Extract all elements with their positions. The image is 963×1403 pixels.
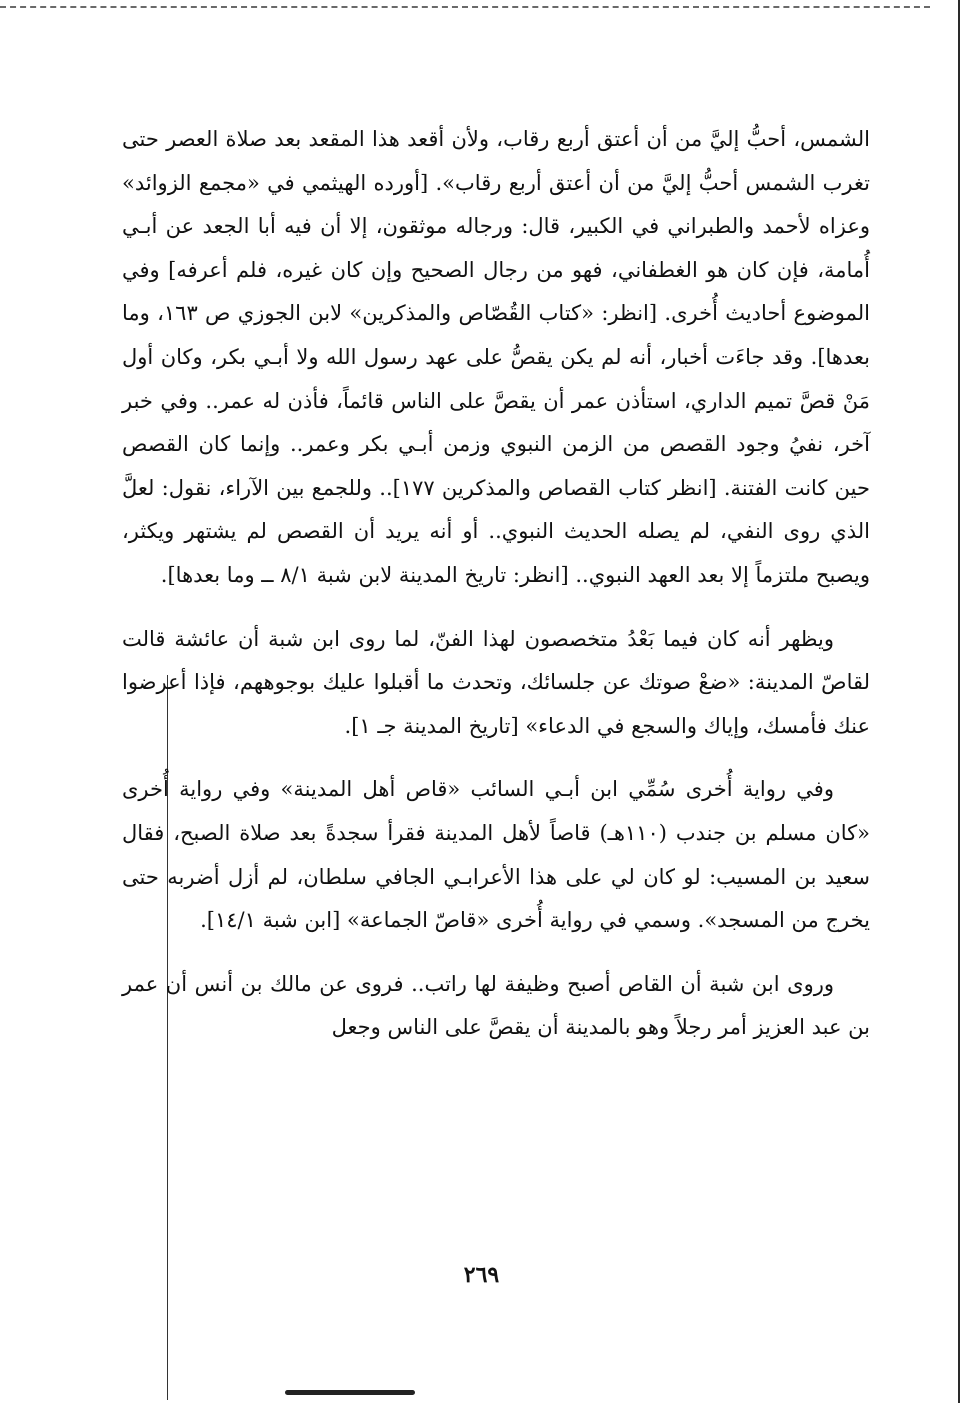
right-edge-rule [958,0,960,1403]
paragraph-other-narration: وفي رواية أُخرى سُمِّي ابن أبـي السائب «قاص أهل المدينة» وفي رواية أُخرى «كان مسلم بن جندب (١١٠هـ) قاصاً لأهل المدينة فقرأ سجدةً بعد صلاة الصبح، فقال سعيد بن المسيب: لو كان لي على هذا الأعرابـي الجافي سلطان، لم أزل أضربه حتى يخرج من المسجد». وسمي في رواية أُخرى «قاصّ الجماعة» [ابن شبة ١٤/١]. [122,777,870,933]
paragraph-aisha-narration: ويظهر أنه كان فيما بَعْدُ متخصصون لهذا الفنّ، لما روى ابن شبة أن عائشة قالت لقاصّ المدينة: «ضعْ صوتك عن جلسائك، وتحدث ما أقبلوا عليك بوجوههم، فإذا أعرضوا عنك فأمسك، وإياك والسجع في الدعاء» [تاريخ المدينة جـ ١]. [122,626,870,738]
paragraph-salaried-storyteller: وروى ابن شبة أن القاص أصبح وظيفة لها راتب.. فروى عن مالك بن أنس أن عمر بن عبد العزيز أمر رجلاً وهو بالمدينة أن يقصَّ على الناس وجعل [122,971,870,1040]
top-dashed-border [0,6,930,8]
page-body [122,118,870,1050]
bottom-scan-mark [285,1390,415,1395]
page-number: ٢٦٩ [463,1262,500,1288]
paragraph-continued: الشمس، أحبُّ إليَّ من أن أعتق أربع رقاب، ولأن أقعد هذا المقعد بعد صلاة العصر حتى تغرب الشمس أحبُّ إليَّ من أن أعتق أربع رقاب». [أورده الهيثمي في «مجمع الزوائد» وعزاه لأحمد والطبراني في الكبير، قال: ورجاله موثقون، إلا أن فيه أبا الجعد عن أبـي أُمامة، فإن كان هو الغطفاني، فهو من رجال الصحيح وإن كان غيره، فلم أعرفه] وفي الموضوع أحاديث أُخرى. [انظر: «كتاب القُصّاص والمذكرين» لابن الجوزي ص ١٦٣، وما بعدها]. وقد جاءَت أخبار، أنه لم يكن يقصُّ على عهد رسول الله ولا أبـي بكر، وكان أول مَنْ قصَّ تميم الداري، استأذن عمر أن يقصَّ على الناس قائماً، فأذن له عمر.. وفي خبر آخر، نفيُ وجود القصص من الزمن النبوي وزمن أبـي بكر وعمر.. وإنما كان القصص حين كانت الفتنة. [انظر كتاب القصاص والمذكرين ١٧٧].. وللجمع بين الآراء، نقول: لعلَّ الذي روى النفي، لم يصله الحديث النبوي.. أو أنه يريد أن القصص لم يشتهر ويكثر، ويصبح ملتزماً إلا بعد العهد النبوي.. [انظر: تاريخ المدينة لابن شبة ٨/١ ــ وما بعدها]. [122,127,870,587]
